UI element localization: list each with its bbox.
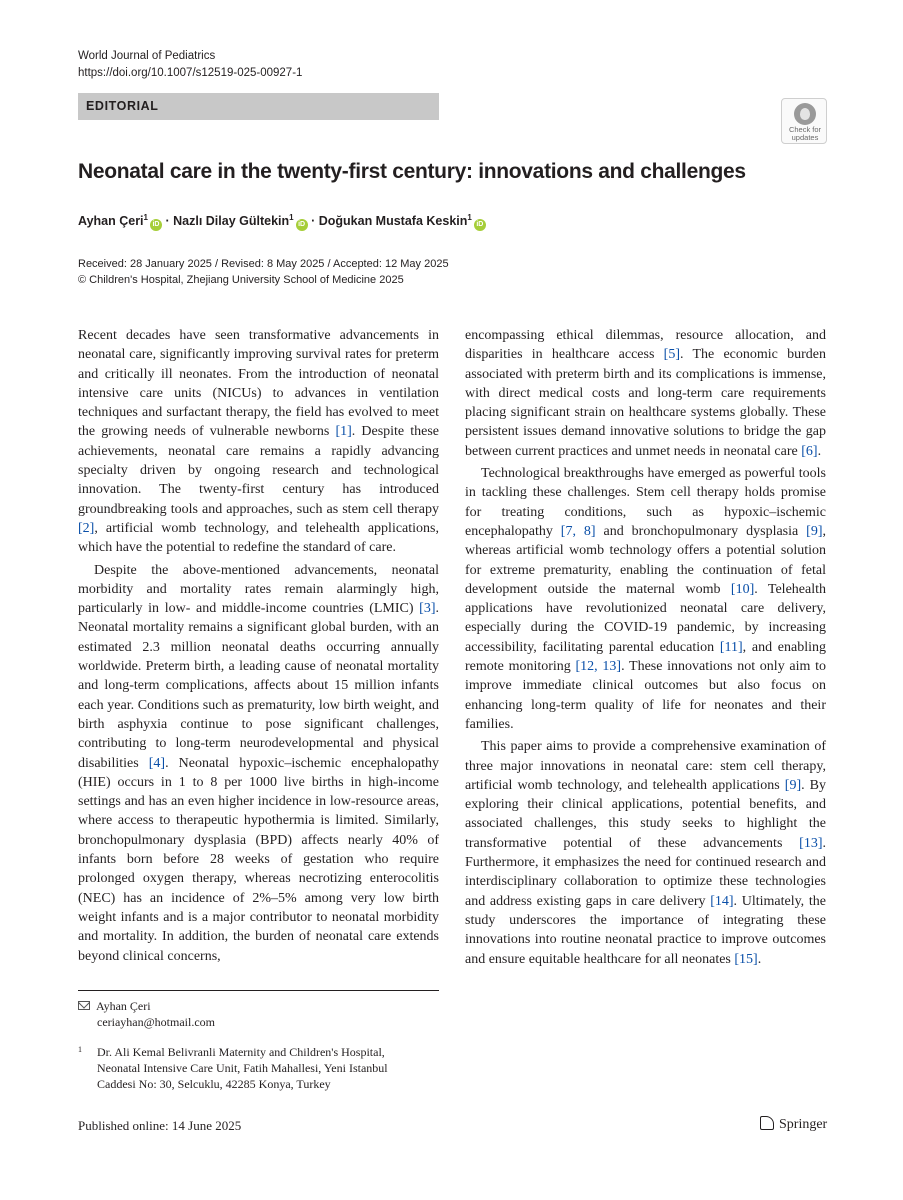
citation-link[interactable]: [4]	[148, 755, 166, 771]
citation-link[interactable]: [9]	[784, 777, 802, 793]
journal-name: World Journal of Pediatrics	[78, 50, 216, 62]
author-name[interactable]: Ayhan Çeri	[78, 214, 144, 228]
citation-link[interactable]: [3]	[419, 601, 436, 617]
citation-link[interactable]: [1]	[335, 424, 352, 440]
envelope-icon	[78, 1001, 90, 1010]
body-paragraph: This paper aims to provide a comprehensive examination of three major innovations in neonatal care: stem cell therapy, artificial womb technology, and telehealth applications [9]. By exploring their clinical applications, potential benefits, and associated challenges, this study seeks to highlight the transformative potential of these advancements [13]. Furthermore, it emphasizes the need for continued research and interdisciplinary collaboration to optimize these technologies and address existing gaps in care delivery [14]. Ultimately, the study underscores the importance of integrating these innovations into routine neonatal practice to improve outcomes and ensure equitable healthcare for all neonates [15].	[465, 739, 826, 967]
published-date: Published online: 14 June 2025	[78, 1118, 242, 1133]
article-type-label: EDITORIAL	[86, 99, 159, 113]
body-column-left	[78, 326, 439, 966]
corresponding-email[interactable]: ceriayhan@hotmail.com	[97, 1015, 216, 1029]
citation-link[interactable]: [7, 8]	[560, 523, 596, 539]
affiliation	[78, 1044, 439, 1092]
doi-link[interactable]: https://doi.org/10.1007/s12519-025-00927-1	[78, 67, 303, 79]
copyright-line: © Children's Hospital, Zhejiang University School of Medicine 2025	[78, 273, 404, 286]
publisher-logo	[760, 1116, 827, 1133]
citation-link[interactable]: [9]	[806, 523, 823, 539]
body-paragraph-continued: encompassing ethical dilemmas, resource allocation, and disparities in healthcare access [5]. The economic burden associated with preterm birth and its complications is immense, with direct medical costs and long-term care requirements placing significant strain on healthcare systems globally. These persistent issues demand innovative solutions to bridge the gap between current practices and unmet needs in neonatal care [6].	[465, 328, 827, 459]
article-title: Neonatal care in the twenty-first century: innovations and challenges	[78, 160, 746, 183]
check-updates-label-1: Check for	[788, 125, 822, 134]
article-dates	[78, 257, 449, 288]
corresponding-author-name: Ayhan Çeri	[96, 999, 151, 1013]
citation-link[interactable]: [11]	[719, 639, 743, 655]
affiliation-line: Neonatal Intensive Care Unit, Fatih Mahallesi, Yeni Istanbul	[97, 1061, 388, 1075]
check-updates-label-2: updates	[791, 133, 819, 142]
springer-horse-icon	[760, 1116, 774, 1130]
author-affiliation-mark: 1	[143, 213, 148, 222]
footnote-divider	[78, 990, 439, 991]
author-list	[78, 209, 486, 231]
body-paragraph: Despite the above-mentioned advancements, neonatal morbidity and mortality rates remain alarmingly high, particularly in low- and middle-income countries (LMIC) [3]. Neonatal mortality remains a significant global burden, with an estimated 2.3 million neonatal deaths occurring annually worldwide. Preterm birth, a leading cause of neonatal mortality and long-term complications, affects about 15 million infants each year. Conditions such as prematurity, low birth weight, and birth asphyxia continue to pose significant challenges, contributing to long-term neurodevelopmental and physical disabilities [4]. Neonatal hypoxic–ischemic encephalopathy (HIE) occurs in 1 to 8 per 1000 live births in high-income settings and has an even higher incidence in low-resource areas, where access to therapeutic hypothermia is limited. Similarly, bronchopulmonary dysplasia (BPD) affects nearly 40% of infants born before 28 weeks of gestation who require prolonged oxygen therapy, whereas necrotizing enterocolitis (NEC) has an incidence of 2%–5% among very low birth weight infants and is a major contributor to neonatal morbidity and mortality. In addition, the burden of neonatal care extends beyond clinical concerns,	[78, 562, 439, 964]
body-paragraph: Technological breakthroughs have emerged as powerful tools in tackling these challenges. Stem cell therapy holds promise for treating conditions, such as hypoxic–ischemic encephalopathy [7, 8] and bronchopulmonary dysplasia [9], whereas artificial womb technology offers a potential solution for extreme prematurity, enabling the continuation of fetal development outside the maternal womb [10]. Telehealth applications have revolutionized neonatal care delivery, especially during the COVID-19 pandemic, by increasing accessibility, facilitating parental education [11], and enabling remote monitoring [12, 13]. These innovations not only aim to improve immediate clinical outcomes but also focus on enhancing long-term quality of life for neonates and their families.	[465, 466, 827, 732]
affiliation-number: 1	[78, 1045, 82, 1054]
citation-link[interactable]: [15]	[734, 951, 758, 967]
author-affiliation-mark: 1	[289, 213, 294, 222]
citation-link[interactable]: [12, 13]	[575, 659, 622, 675]
citation-link[interactable]: [14]	[710, 893, 734, 909]
orcid-icon[interactable]: iD	[150, 219, 162, 231]
orcid-icon[interactable]: iD	[474, 219, 486, 231]
article-type-bar	[78, 93, 439, 120]
citation-link[interactable]: [6]	[801, 443, 818, 459]
affiliation-line: Caddesi No: 30, Selcuklu, 42285 Konya, Turkey	[97, 1077, 331, 1091]
journal-header	[78, 48, 302, 82]
article-history: Received: 28 January 2025 / Revised: 8 May 2025 / Accepted: 12 May 2025	[78, 258, 449, 270]
check-updates-icon	[794, 103, 816, 125]
orcid-icon[interactable]: iD	[296, 219, 308, 231]
citation-link[interactable]: [5]	[663, 347, 680, 363]
author-separator: ·	[165, 214, 170, 228]
citation-link[interactable]: [13]	[799, 835, 823, 851]
citation-link[interactable]: [2]	[78, 520, 95, 536]
corresponding-author	[78, 998, 215, 1030]
author-name[interactable]: Nazlı Dilay Gültekin	[173, 214, 290, 228]
body-column-right	[465, 326, 826, 969]
author-affiliation-mark: 1	[467, 213, 472, 222]
citation-link[interactable]: [10]	[730, 581, 755, 597]
author-separator: ·	[311, 214, 316, 228]
affiliation-line: Dr. Ali Kemal Belivranli Maternity and Children's Hospital,	[97, 1045, 385, 1059]
publisher-name: Springer	[779, 1117, 828, 1132]
check-for-updates-button[interactable]	[781, 98, 827, 144]
author-name[interactable]: Doğukan Mustafa Keskin	[318, 214, 468, 228]
body-paragraph: Recent decades have seen transformative advancements in neonatal care, significantly improving survival rates for preterm and critically ill neonates. From the introduction of neonatal intensive care units (NICUs) to advances in ventilation techniques and surfactant therapy, the field has evolved to meet the growing needs of vulnerable newborns [1]. Despite these achievements, neonatal care remains a rapidly advancing specialty driven by ongoing research and technological innovation. The twenty-first century has introduced groundbreaking tools and approaches, such as stem cell therapy [2], artificial womb technology, and telehealth applications, which have the potential to redefine the standard of care.	[78, 328, 439, 556]
